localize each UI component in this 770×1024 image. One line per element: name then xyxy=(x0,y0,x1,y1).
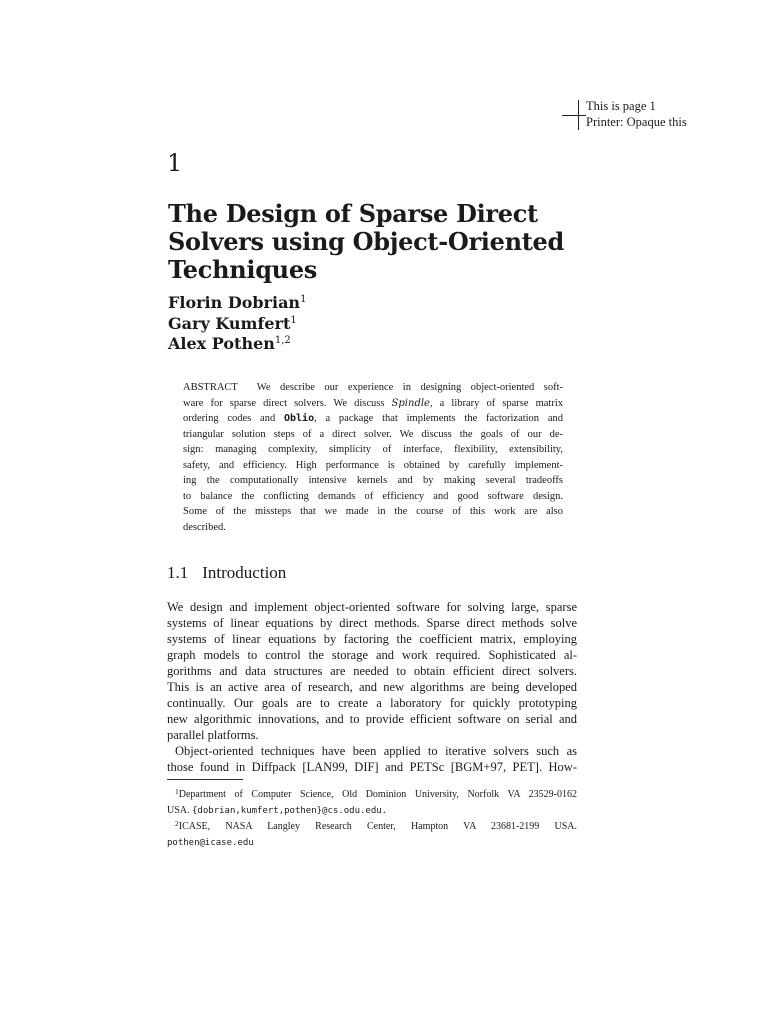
abstract-line: safety, and efficiency. High performance is obtained by carefully implement- xyxy=(183,459,563,471)
chapter-title-line: Techniques xyxy=(168,255,318,284)
oblio-name: Oblio xyxy=(283,413,315,424)
page-number-line: This is page 1 xyxy=(586,99,656,113)
abstract-line: ABSTRACT We describe our experience in designing object-oriented soft- xyxy=(183,382,563,393)
chapter-title-line: Solvers using Object-Oriented xyxy=(168,227,564,256)
chapter-number: 1 xyxy=(167,149,183,177)
author xyxy=(168,314,306,335)
abstract-line: triangular solution steps of a direct solver. We discuss the goals of our de- xyxy=(183,428,563,440)
page-info xyxy=(586,98,687,130)
footnote-mark: 2 xyxy=(175,819,179,828)
footnote-email: {dobrian,kumfert,pothen}@cs.odu.edu. xyxy=(192,805,388,816)
abstract-line: described. xyxy=(183,521,226,533)
abstract-line: ordering codes and Oblio, a package that implements the factorization and xyxy=(183,413,563,424)
author-affiliation-mark: 1 xyxy=(300,294,307,305)
body-line: graph models to control the storage and work required. Sophisticated al- xyxy=(167,648,577,662)
section-heading xyxy=(167,563,286,583)
body-line: This is an active area of research, and new algorithms are being developed xyxy=(167,680,577,694)
body-paragraphs xyxy=(167,599,577,775)
author-affiliation-mark: 1,2 xyxy=(274,335,291,346)
footnote-line: $^1$Department of Computer Science, Old Dominion University, Norfolk VA 23529-0162 xyxy=(175,787,577,800)
author xyxy=(168,293,306,314)
footnote-rule xyxy=(167,779,243,780)
body-line: Object-oriented techniques have been applied to iterative solvers such as xyxy=(175,744,577,758)
abstract xyxy=(183,380,563,535)
author-list xyxy=(168,293,306,355)
spindle-name: Spindle xyxy=(391,397,430,409)
author-affiliation-mark: 1 xyxy=(290,314,297,326)
abstract-line: to balance the conflicting demands of efficiency and good software design. xyxy=(183,490,563,502)
footnotes xyxy=(167,787,577,851)
footnote-line xyxy=(167,835,577,852)
body-line: new algorithmic innovations, and to provide efficient software on serial and xyxy=(167,712,577,726)
body-line: gorithms and data structures are needed to obtain efficient direct solvers. xyxy=(167,664,577,678)
abstract-label: ABSTRACT xyxy=(183,382,238,393)
body-line: systems of linear equations by factoring the coefficient matrix, employing xyxy=(167,632,577,646)
author xyxy=(168,334,306,355)
footnote-email: pothen@icase.edu xyxy=(167,837,254,848)
footnote-mark: 1 xyxy=(175,787,179,796)
body-line: those found in Diffpack [LAN99, DIF] and PETSc [BGM+97, PET]. How- xyxy=(167,760,577,774)
abstract-line: sign: managing complexity, simplicity of interface, flexibility, extensibility, xyxy=(183,444,563,455)
footnote-line: USA. {dobrian,kumfert,pothen}@cs.odu.edu. xyxy=(167,804,388,816)
section-number: 1.1 xyxy=(167,563,189,582)
printer-line: Printer: Opaque this xyxy=(586,115,687,129)
footnote-line: $^2$ICASE, NASA Langley Research Center, Hampton VA 23681-2199 USA. xyxy=(175,819,577,832)
chapter-title-line: The Design of Sparse Direct xyxy=(168,199,538,228)
abstract-line: ing the computationally intensive kernels and by making several tradeoffs xyxy=(183,475,563,486)
section-title: Introduction xyxy=(202,563,287,582)
abstract-line: ware for sparse direct solvers. We discuss Spindle, a library of sparse matrix xyxy=(183,397,563,409)
body-line: parallel platforms. xyxy=(167,728,259,742)
chapter-title xyxy=(168,200,588,284)
body-line: systems of linear equations by direct methods. Sparse direct methods solve xyxy=(167,616,577,630)
body-line: We design and implement object-oriented software for solving large, sparse xyxy=(167,600,577,614)
abstract-line: Some of the missteps that we made in the course of this work are also xyxy=(183,506,563,517)
crop-mark-horizontal xyxy=(562,115,586,116)
author-name: Alex Pothen xyxy=(168,334,275,353)
body-line: continually. Our goals are to create a laboratory for quickly prototyping xyxy=(167,696,577,710)
author-name: Florin Dobrian xyxy=(168,293,301,312)
author-name: Gary Kumfert xyxy=(168,313,291,333)
